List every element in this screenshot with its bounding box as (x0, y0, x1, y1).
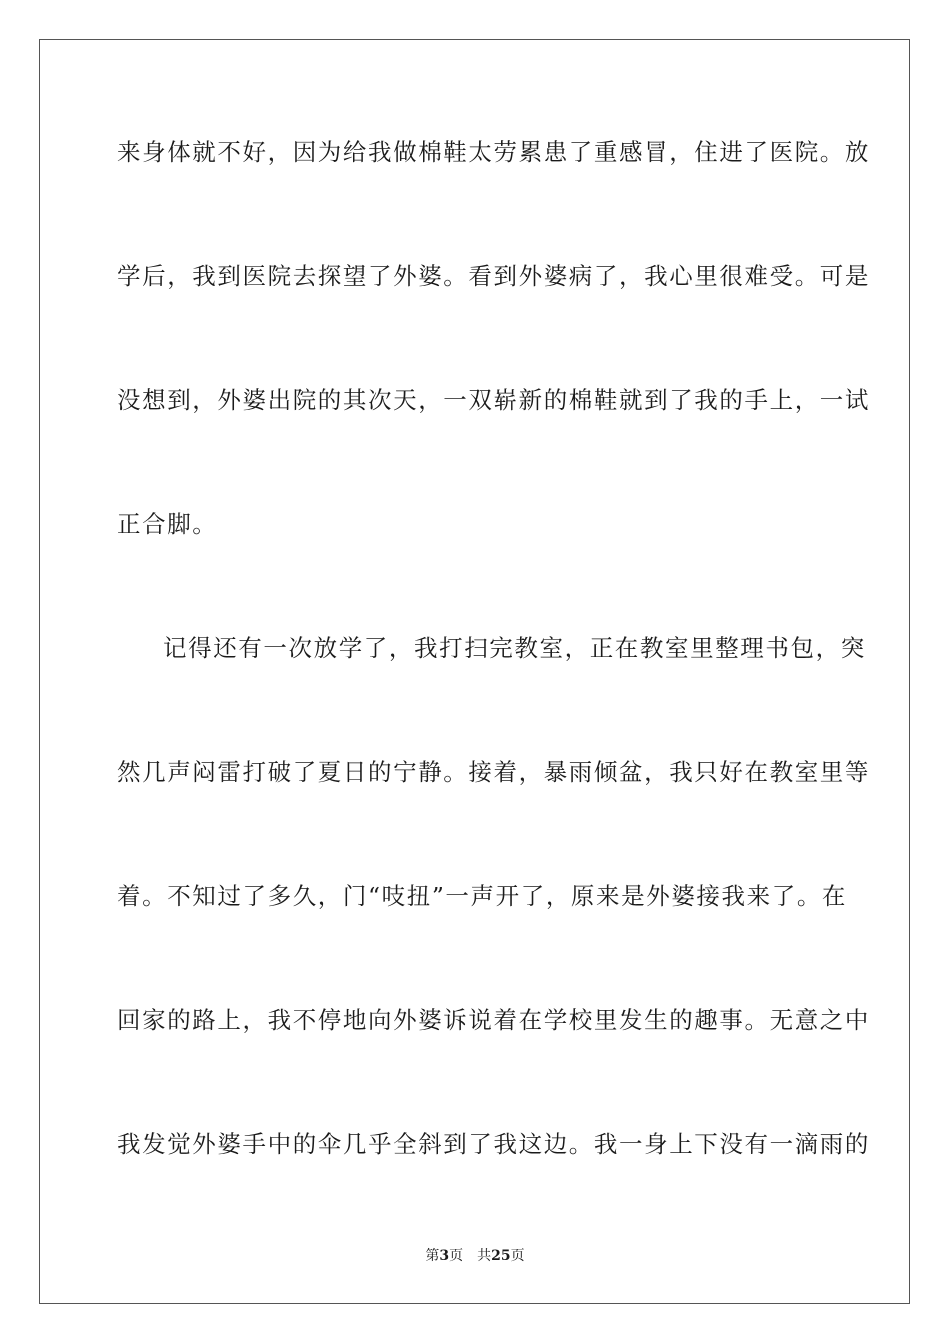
text-line: 着。不知过了多久，门“吱扭”一声开了，原来是外婆接我来了。在 (117, 882, 848, 910)
text-line: 正合脚。 (117, 510, 218, 538)
page-suffix: 页 (449, 1248, 464, 1264)
page-footer (0, 1247, 950, 1265)
page-border (39, 39, 910, 1304)
text-line: 回家的路上，我不停地向外婆诉说着在学校里发生的趣事。无意之中 (117, 1006, 870, 1034)
text-line: 我发觉外婆手中的伞几乎全斜到了我这边。我一身上下没有一滴雨的 (117, 1130, 870, 1158)
text-line: 学后，我到医院去探望了外婆。看到外婆病了，我心里很难受。可是 (117, 262, 870, 290)
total-prefix: 共 (477, 1248, 492, 1264)
total-pages: 25 (491, 1248, 511, 1264)
text-line: 然几声闷雷打破了夏日的宁静。接着，暴雨倾盆，我只好在教室里等 (117, 758, 870, 786)
paragraph-first-line: 记得还有一次放学了，我打扫完教室，正在教室里整理书包，突 (163, 634, 866, 662)
text-line: 来身体就不好，因为给我做棉鞋太劳累患了重感冒，住进了医院。放 (117, 138, 870, 166)
page-number: 3 (439, 1248, 450, 1264)
text-line: 没想到，外婆出院的其次天，一双崭新的棉鞋就到了我的手上，一试 (117, 386, 870, 414)
total-suffix: 页 (510, 1248, 525, 1264)
page-prefix: 第 (425, 1248, 440, 1264)
